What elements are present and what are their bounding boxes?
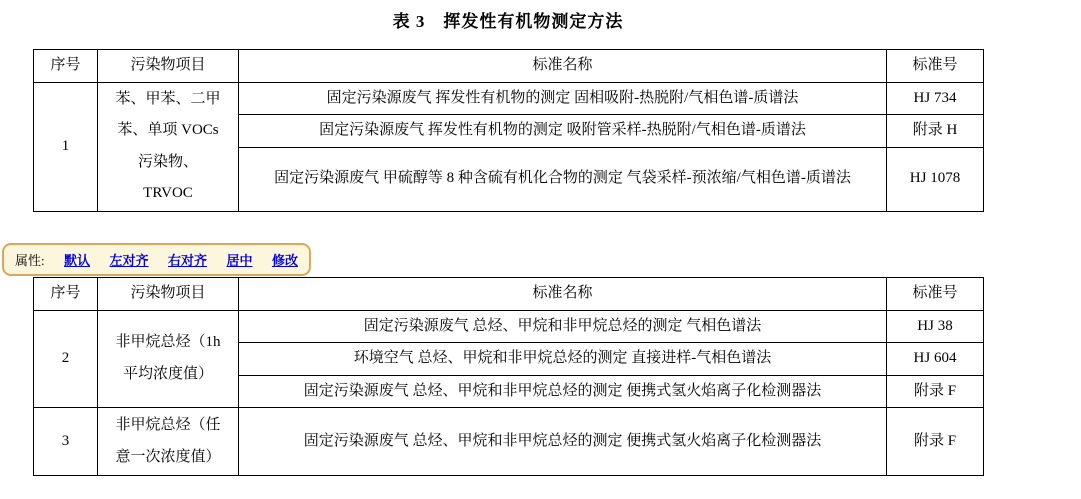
standard-name-cell: 固定污染源废气 总烃、甲烷和非甲烷总烃的测定 气相色谱法 — [239, 310, 887, 343]
modify-link[interactable]: 修改 — [271, 253, 298, 268]
seq-cell: 1 — [34, 82, 98, 211]
col-header-pollutant: 污染物项目 — [98, 278, 239, 311]
table-row — [34, 408, 984, 476]
align-left-link[interactable]: 左对齐 — [109, 253, 149, 268]
seq-cell: 2 — [34, 310, 98, 408]
voc-methods-table-part1 — [33, 49, 984, 212]
standard-name-cell: 固定污染源废气 挥发性有机物的测定 固相吸附-热脱附/气相色谱-质谱法 — [239, 82, 887, 115]
table-header-row — [34, 278, 984, 311]
standard-name-cell: 固定污染源废气 甲硫醇等 8 种含硫有机化合物的测定 气袋采样-预浓缩/气相色谱-质谱法 — [239, 147, 887, 211]
properties-label: 属性: — [15, 253, 45, 268]
col-header-standard-code: 标准号 — [887, 278, 984, 311]
standard-name-cell: 固定污染源废气 挥发性有机物的测定 吸附管采样-热脱附/气相色谱-质谱法 — [239, 115, 887, 148]
standard-code-cell: HJ 1078 — [887, 147, 984, 211]
standard-code-cell: HJ 734 — [887, 82, 984, 115]
seq-cell: 3 — [34, 408, 98, 476]
voc-methods-table-part2 — [33, 277, 984, 476]
table-row — [34, 310, 984, 343]
col-header-pollutant: 污染物项目 — [98, 50, 239, 83]
properties-popup — [2, 243, 311, 276]
pollutant-cell: 苯、甲苯、二甲苯、单项 VOCs 污染物、TRVOC — [98, 82, 239, 211]
col-header-standard-code: 标准号 — [887, 50, 984, 83]
col-header-standard-name: 标准名称 — [239, 50, 887, 83]
table-header-row — [34, 50, 984, 83]
standard-code-cell: 附录 F — [887, 408, 984, 476]
align-right-link[interactable]: 右对齐 — [168, 253, 208, 268]
standard-code-cell: HJ 38 — [887, 310, 984, 343]
standard-name-cell: 固定污染源废气 总烃、甲烷和非甲烷总烃的测定 便携式氢火焰离子化检测器法 — [239, 408, 887, 476]
col-header-seq: 序号 — [34, 50, 98, 83]
align-default-link[interactable]: 默认 — [64, 253, 91, 268]
pollutant-cell: 非甲烷总烃（任意一次浓度值） — [98, 408, 239, 476]
standard-name-cell: 环境空气 总烃、甲烷和非甲烷总烃的测定 直接进样-气相色谱法 — [239, 343, 887, 376]
col-header-seq: 序号 — [34, 278, 98, 311]
table-caption: 表 3 挥发性有机物测定方法 — [392, 12, 624, 31]
table-row — [34, 82, 984, 115]
standard-code-cell: HJ 604 — [887, 343, 984, 376]
standard-code-cell: 附录 F — [887, 375, 984, 408]
standard-code-cell: 附录 H — [887, 115, 984, 148]
pollutant-cell: 非甲烷总烃（1h 平均浓度值） — [98, 310, 239, 408]
align-center-link[interactable]: 居中 — [226, 253, 253, 268]
col-header-standard-name: 标准名称 — [239, 278, 887, 311]
standard-name-cell: 固定污染源废气 总烃、甲烷和非甲烷总烃的测定 便携式氢火焰离子化检测器法 — [239, 375, 887, 408]
